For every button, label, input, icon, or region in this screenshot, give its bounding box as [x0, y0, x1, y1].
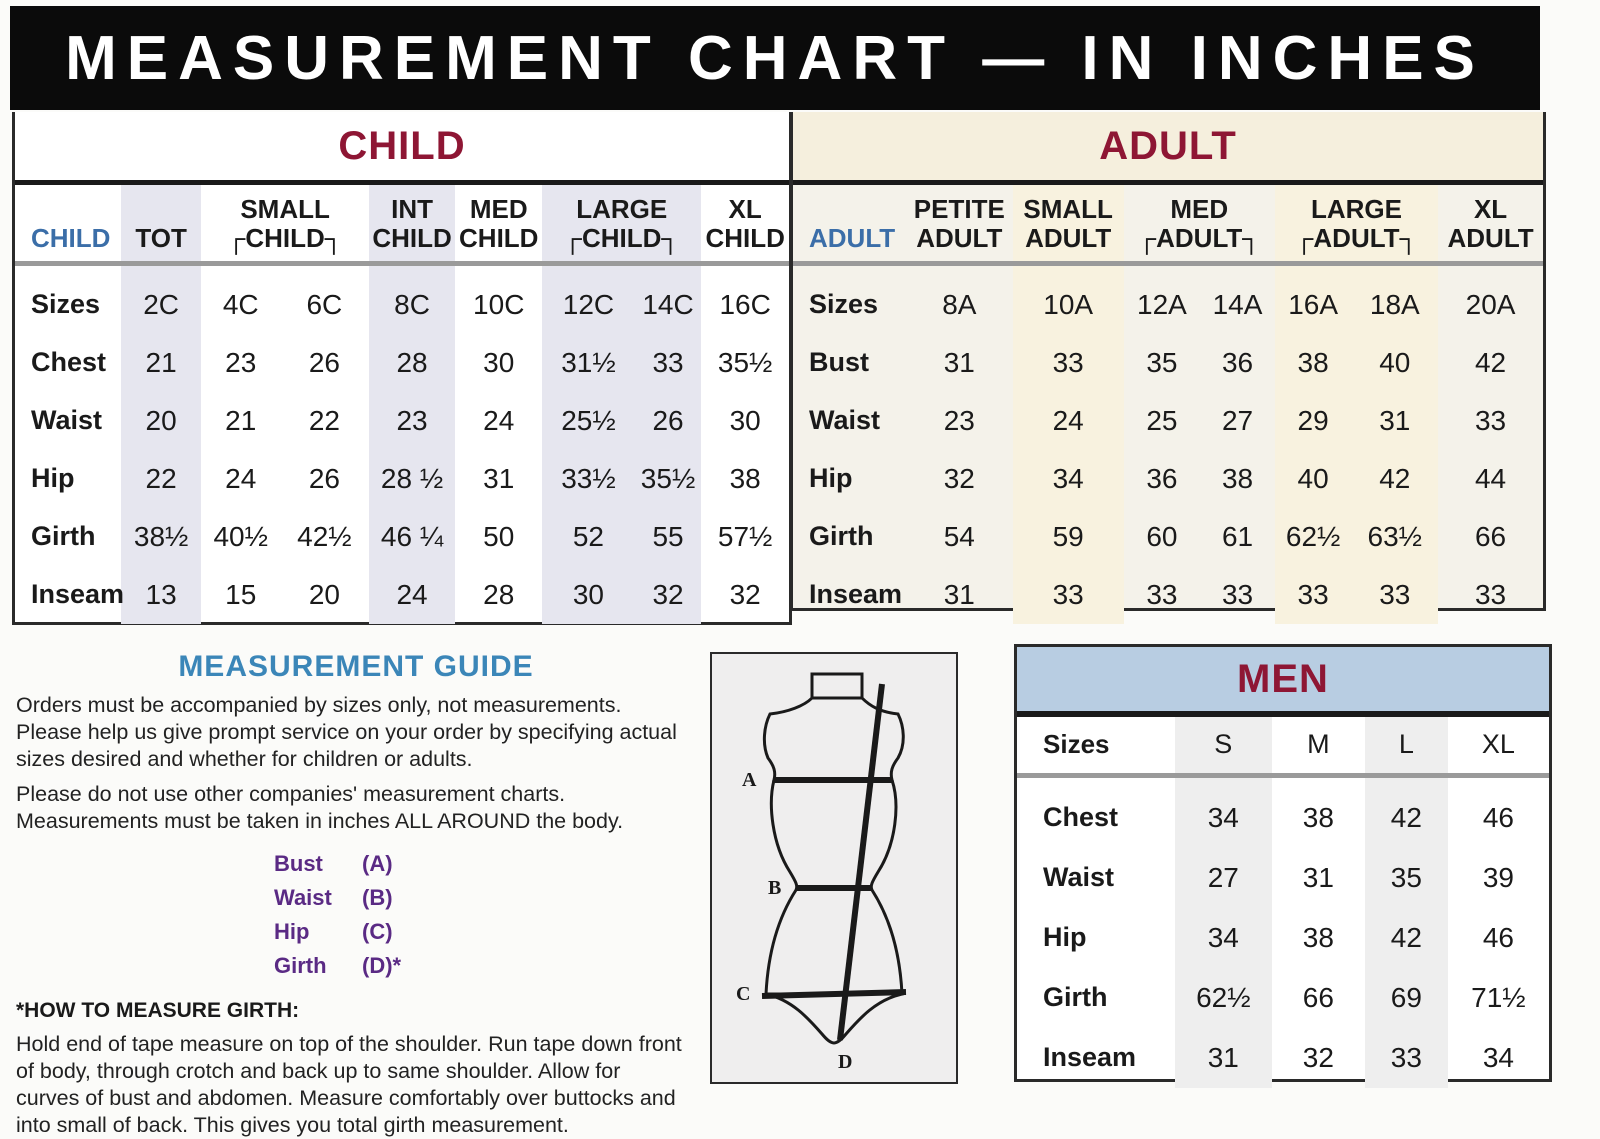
child-cell: 6C [306, 288, 343, 320]
child-cell: 2C [121, 263, 202, 334]
adult-cell: 31 [1351, 392, 1438, 450]
child-cell: 24 [369, 566, 456, 624]
men-size-xl: XL [1448, 717, 1549, 775]
child-header-text: CHILD [581, 222, 662, 253]
child-header-line [121, 195, 202, 224]
adult-cell: 36 [1221, 346, 1254, 378]
adult-cell: 10A [1013, 263, 1124, 334]
adult-cell: 42 [1474, 346, 1507, 378]
marker-c: C [736, 983, 751, 1005]
adult-header-line [1275, 224, 1438, 253]
title-bar [10, 6, 1540, 110]
adult-cell: 33 [1013, 334, 1124, 392]
child-row-waist [15, 392, 789, 450]
child-cell: 10C [473, 288, 525, 320]
adult-cell: 14A [1212, 288, 1263, 320]
child-cell: 4C [222, 288, 259, 320]
child-row-hip [15, 450, 789, 508]
men-cell: 31 [1302, 861, 1334, 893]
child-header-line: CHILD [705, 222, 785, 253]
men-cell: 34 [1175, 775, 1272, 848]
child-cell: 24 [483, 404, 515, 436]
child-header-line: INT [391, 193, 434, 224]
child-column-header [701, 185, 789, 263]
guide-title: MEASUREMENT GUIDE [178, 650, 534, 683]
adult-cell: 33 [1013, 566, 1124, 624]
adult-column-header [1275, 185, 1438, 263]
bracket-left-icon: ┌ [1294, 222, 1314, 253]
child-cell: 32 [729, 578, 761, 610]
child-column-header [201, 185, 368, 263]
child-cell: 31½ [542, 334, 635, 392]
adult-header-line: ADULT [916, 222, 1003, 253]
legend-key: (D)* [362, 953, 402, 978]
men-row-label: Girth [1043, 982, 1108, 1012]
child-cell: 38½ [121, 508, 202, 566]
adult-row-waist [793, 392, 1543, 450]
child-cell: 52 [542, 508, 635, 566]
men-table-panel [1014, 644, 1552, 1082]
child-table-panel [12, 112, 792, 625]
adult-row-sizes [793, 263, 1543, 334]
adult-cell: 31 [943, 578, 975, 610]
men-row-label: Hip [1043, 922, 1087, 952]
legend-key: (C) [362, 919, 393, 944]
child-cell: 42½ [297, 520, 352, 552]
adult-row-label: Waist [809, 405, 881, 435]
men-row-inseam [1017, 1028, 1549, 1088]
bracket-left-icon: ┌ [226, 222, 246, 253]
child-header-line [542, 224, 701, 253]
child-row-label: Hip [31, 463, 75, 493]
howto-girth-title: *HOW TO MEASURE GIRTH: [16, 999, 300, 1022]
adult-header-line: MED [1170, 193, 1229, 224]
child-cell: 28 [483, 578, 515, 610]
child-cell: 23 [225, 346, 257, 378]
adult-header-text: ADULT [1156, 222, 1243, 253]
child-column-header [369, 185, 456, 263]
adult-cell: 32 [943, 462, 975, 494]
men-cell: 38 [1302, 921, 1334, 953]
child-cell: 21 [225, 404, 257, 436]
men-cell: 38 [1302, 801, 1334, 833]
adult-row-label: Sizes [809, 289, 879, 319]
child-cell: 35½ [717, 346, 773, 378]
child-cell: 8C [369, 263, 456, 334]
adult-cell: 12A [1137, 288, 1187, 320]
men-cell: 31 [1175, 1028, 1272, 1088]
marker-a: A [742, 769, 757, 791]
adult-cell: 62½ [1275, 508, 1352, 566]
howto-girth-text: Hold end of tape measure on top of the shoulder. Run tape down front of body, through crotch and back up to same shoulder. Allow for curves of bust and abdomen. Measure comfortably over buttocks and into small of back. This gives you total girth measurement. [16, 1032, 682, 1137]
adult-cell: 33 [1275, 566, 1352, 624]
legend-label: Girth [274, 953, 327, 978]
child-column-header [455, 185, 542, 263]
child-row-label: Girth [31, 521, 96, 551]
adult-row-girth [793, 508, 1543, 566]
men-size-s: S [1175, 717, 1272, 775]
child-cell: 33 [635, 334, 702, 392]
child-cell: 14C [635, 263, 702, 334]
legend-item [274, 949, 686, 983]
legend-label: Hip [274, 919, 310, 944]
child-cell: 24 [225, 462, 257, 494]
adult-table-panel [790, 112, 1546, 611]
adult-cell: 16A [1275, 263, 1352, 334]
child-corner-label: CHILD [15, 185, 121, 263]
adult-cell: 60 [1146, 520, 1178, 552]
bracket-right-icon: ┐ [1242, 222, 1261, 253]
legend-key: (B) [362, 885, 393, 910]
adult-cell: 33 [1221, 578, 1254, 610]
child-cell: 12C [542, 263, 635, 334]
child-cell: 32 [635, 566, 702, 624]
adult-cell: 36 [1146, 462, 1178, 494]
child-row-girth [15, 508, 789, 566]
guide-paragraph-2: Please do not use other companies' measurement charts. Measurements must be taken in inches ALL AROUND the body. [16, 782, 624, 833]
men-cell: 66 [1302, 981, 1334, 1013]
child-row-label: Chest [31, 347, 107, 377]
child-section-title: CHILD [15, 112, 789, 185]
child-header-line [201, 224, 368, 253]
men-row-label: Chest [1043, 802, 1119, 832]
child-header-row [15, 185, 789, 263]
adult-row-inseam [793, 566, 1543, 624]
child-row-label: Inseam [31, 579, 125, 609]
men-row-waist [1017, 848, 1549, 908]
adult-cell: 66 [1474, 520, 1507, 552]
adult-column-header [1124, 185, 1275, 263]
adult-header-line: XL [1473, 193, 1508, 224]
child-cell: 26 [635, 392, 702, 450]
adult-cell: 63½ [1351, 508, 1438, 566]
men-cell: 34 [1175, 908, 1272, 968]
men-cell: 27 [1175, 848, 1272, 908]
child-cell: 30 [483, 346, 515, 378]
adult-cell: 44 [1474, 462, 1507, 494]
adult-header-line: SMALL [1023, 193, 1113, 224]
adult-cell: 18A [1351, 263, 1438, 334]
bracket-right-icon: ┐ [661, 222, 680, 253]
child-cell: 13 [121, 566, 202, 624]
child-header-line: TOT [135, 222, 187, 253]
child-header-line: CHILD [459, 222, 539, 253]
adult-cell: 38 [1275, 334, 1352, 392]
child-cell: 30 [542, 566, 635, 624]
dress-form-diagram [712, 654, 956, 1082]
child-cell: 22 [121, 450, 202, 508]
bracket-right-icon: ┐ [1399, 222, 1418, 253]
adult-cell: 23 [943, 404, 975, 436]
child-header-line: MED [469, 193, 528, 224]
adult-cell: 42 [1351, 450, 1438, 508]
adult-cell: 31 [943, 346, 975, 378]
men-cell: 62½ [1175, 968, 1272, 1028]
men-row-hip [1017, 908, 1549, 968]
marker-d: D [838, 1051, 853, 1073]
child-cell: 20 [308, 578, 340, 610]
men-cell: 39 [1482, 861, 1514, 893]
child-cell: 28 ½ [369, 450, 456, 508]
men-cell: 71½ [1471, 981, 1526, 1013]
child-cell: 26 [308, 346, 340, 378]
child-header-text: CHILD [245, 222, 325, 253]
page-title: MEASUREMENT CHART — IN INCHES [65, 23, 1485, 93]
men-section-title: MEN [1017, 647, 1549, 717]
adult-cell: 20A [1465, 288, 1516, 320]
adult-column-header [1013, 185, 1124, 263]
adult-cell: 54 [943, 520, 975, 552]
child-row-label: Waist [31, 405, 103, 435]
child-row-chest [15, 334, 789, 392]
adult-header-line: ADULT [1025, 222, 1112, 253]
men-sizes-label: Sizes [1017, 717, 1175, 775]
guide-paragraph-1: Orders must be accompanied by sizes only, not measurements. Please help us give prompt service on your order by specifying actual sizes desired and whether for children or adults. [16, 693, 677, 771]
bracket-left-icon: ┌ [1137, 222, 1157, 253]
child-header-line: CHILD [372, 222, 452, 253]
child-cell: 33½ [542, 450, 635, 508]
adult-header-row [793, 185, 1543, 263]
men-cell: 33 [1365, 1028, 1448, 1088]
child-cell: 25½ [542, 392, 635, 450]
child-cell: 38 [729, 462, 761, 494]
men-cell: 32 [1302, 1041, 1334, 1073]
legend-label: Waist [274, 885, 332, 910]
child-cell: 55 [635, 508, 702, 566]
child-row-sizes [15, 263, 789, 334]
adult-row-label: Hip [809, 463, 853, 493]
child-cell: 22 [308, 404, 340, 436]
adult-header-line [1124, 224, 1275, 253]
child-cell: 15 [225, 578, 257, 610]
adult-cell: 38 [1221, 462, 1254, 494]
child-row-label: Sizes [31, 289, 101, 319]
adult-cell: 34 [1013, 450, 1124, 508]
adult-cell: 25 [1146, 404, 1178, 436]
measurement-legend [274, 847, 686, 983]
men-cell: 34 [1482, 1041, 1514, 1073]
adult-column-header [1438, 185, 1543, 263]
men-cell: 35 [1365, 848, 1448, 908]
adult-cell: 8A [942, 288, 977, 320]
adult-header-text: ADULT [1313, 222, 1400, 253]
child-header-line: LARGE [576, 193, 668, 224]
adult-header-line: PETITE [913, 193, 1005, 224]
child-cell: 35½ [635, 450, 702, 508]
child-row-inseam [15, 566, 789, 624]
adult-cell: 24 [1013, 392, 1124, 450]
child-cell: 30 [729, 404, 761, 436]
bracket-left-icon: ┌ [563, 222, 582, 253]
child-header-line: SMALL [240, 193, 330, 224]
men-size-l: L [1365, 717, 1448, 775]
child-cell: 16C [719, 288, 771, 320]
men-cell: 42 [1365, 908, 1448, 968]
adult-row-label: Inseam [809, 579, 903, 609]
adult-cell: 59 [1013, 508, 1124, 566]
men-row-girth [1017, 968, 1549, 1028]
adult-row-label: Girth [809, 521, 874, 551]
adult-cell: 40 [1351, 334, 1438, 392]
men-cell: 69 [1365, 968, 1448, 1028]
child-cell: 26 [308, 462, 340, 494]
child-cell: 21 [121, 334, 202, 392]
marker-b: B [768, 877, 782, 899]
adult-cell: 33 [1146, 578, 1178, 610]
legend-key: (A) [362, 851, 393, 876]
dress-form-figure [710, 652, 958, 1084]
adult-header-line: ADULT [1447, 222, 1534, 253]
adult-cell: 35 [1146, 346, 1178, 378]
men-row-label: Waist [1043, 862, 1115, 892]
adult-corner-label: ADULT [793, 185, 906, 263]
child-cell: 40½ [213, 520, 268, 552]
men-cell: 46 [1482, 801, 1514, 833]
men-size-header-row [1017, 717, 1549, 775]
men-row-label: Inseam [1043, 1042, 1137, 1072]
men-row-chest [1017, 775, 1549, 848]
child-cell: 31 [483, 462, 515, 494]
adult-cell: 61 [1221, 520, 1254, 552]
men-cell: 42 [1365, 775, 1448, 848]
men-size-table [1017, 717, 1549, 1088]
men-size-m: M [1272, 717, 1365, 775]
child-header-line: XL [728, 193, 762, 224]
child-cell: 28 [369, 334, 456, 392]
legend-item [274, 881, 686, 915]
adult-row-label: Bust [809, 347, 869, 377]
child-cell: 23 [369, 392, 456, 450]
adult-cell: 33 [1474, 578, 1507, 610]
adult-cell: 40 [1275, 450, 1352, 508]
men-cell: 46 [1482, 921, 1514, 953]
adult-section-title: ADULT [793, 112, 1543, 185]
adult-cell: 33 [1351, 566, 1438, 624]
adult-cell: 27 [1221, 404, 1254, 436]
child-column-header [542, 185, 701, 263]
adult-cell: 29 [1275, 392, 1352, 450]
adult-row-hip [793, 450, 1543, 508]
adult-row-bust [793, 334, 1543, 392]
adult-cell: 33 [1474, 404, 1507, 436]
adult-column-header [906, 185, 1013, 263]
legend-item [274, 915, 686, 949]
child-cell: 57½ [717, 520, 773, 552]
child-cell: 46 ¼ [369, 508, 456, 566]
legend-label: Bust [274, 851, 323, 876]
child-cell: 50 [483, 520, 515, 552]
measurement-guide [16, 650, 686, 1139]
bracket-right-icon: ┐ [324, 222, 344, 253]
adult-header-line: LARGE [1310, 193, 1402, 224]
child-size-table [15, 185, 789, 624]
child-column-header [121, 185, 202, 263]
legend-item [274, 847, 686, 881]
child-cell: 20 [121, 392, 202, 450]
adult-size-table [793, 185, 1543, 624]
